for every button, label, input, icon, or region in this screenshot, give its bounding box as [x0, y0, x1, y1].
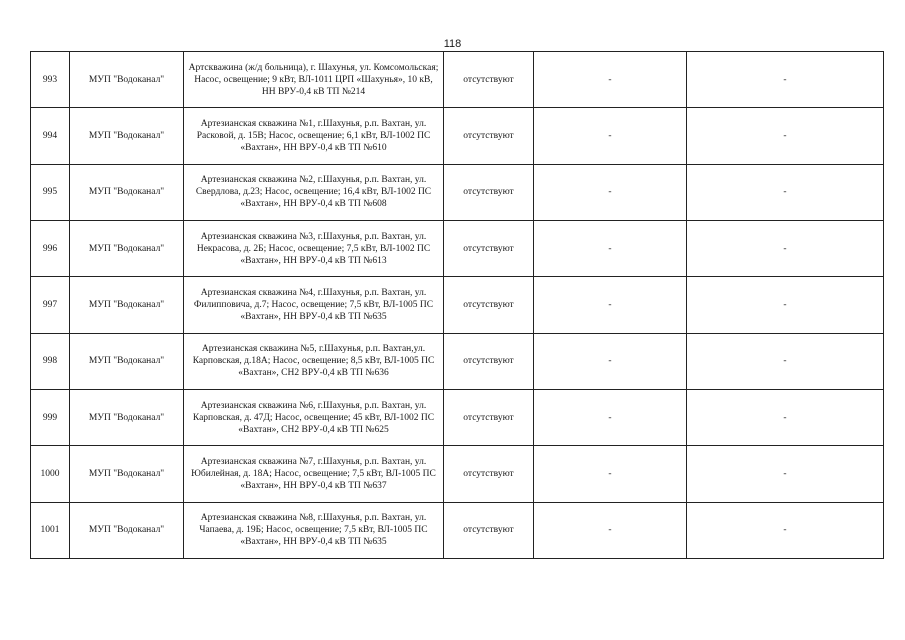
column-5-cell: - — [534, 333, 687, 389]
column-6-cell: - — [687, 164, 884, 220]
organization-cell: МУП "Водоканал" — [70, 446, 184, 502]
row-number-cell: 997 — [31, 277, 70, 333]
column-5-cell: - — [534, 108, 687, 164]
table-row — [31, 108, 884, 164]
row-number-cell: 994 — [31, 108, 70, 164]
column-5-cell: - — [534, 502, 687, 558]
column-6-cell: - — [687, 333, 884, 389]
registry-table-body — [31, 52, 884, 559]
column-5-cell: - — [534, 446, 687, 502]
column-6-cell: - — [687, 389, 884, 445]
organization-cell: МУП "Водоканал" — [70, 220, 184, 276]
registry-table — [30, 51, 884, 559]
table-row — [31, 333, 884, 389]
column-6-cell: - — [687, 52, 884, 108]
column-5-cell: - — [534, 164, 687, 220]
table-row — [31, 502, 884, 558]
column-6-cell: - — [687, 220, 884, 276]
column-5-cell: - — [534, 52, 687, 108]
status-cell: отсутствуют — [444, 502, 534, 558]
status-cell: отсутствуют — [444, 277, 534, 333]
object-description-cell: Артезианская скважина №5, г.Шахунья, р.п. Вахтан,ул. Карповская, д.18А; Насос, освещение; 8,5 кВт, ВЛ-1005 ПС «Вахтан», СН2 ВРУ-0,4 кВ ТП №636 — [184, 333, 444, 389]
row-number-cell: 995 — [31, 164, 70, 220]
status-cell: отсутствуют — [444, 446, 534, 502]
object-description-cell: Артезианская скважина №1, г.Шахунья, р.п. Вахтан, ул. Расковой, д. 15В; Насос, освещение; 6,1 кВт, ВЛ-1002 ПС «Вахтан», НН ВРУ-0,4 кВ ТП №610 — [184, 108, 444, 164]
row-number-cell: 1001 — [31, 502, 70, 558]
status-cell: отсутствуют — [444, 220, 534, 276]
status-cell: отсутствуют — [444, 108, 534, 164]
column-6-cell: - — [687, 446, 884, 502]
row-number-cell: 996 — [31, 220, 70, 276]
column-5-cell: - — [534, 220, 687, 276]
object-description-cell: Артезианская скважина №2, г.Шахунья, р.п. Вахтан, ул. Свердлова, д.23; Насос, освещение; 16,4 кВт, ВЛ-1002 ПС «Вахтан», НН ВРУ-0,4 кВ ТП №608 — [184, 164, 444, 220]
organization-cell: МУП "Водоканал" — [70, 108, 184, 164]
page-number: 118 — [443, 38, 462, 50]
column-5-cell: - — [534, 389, 687, 445]
organization-cell: МУП "Водоканал" — [70, 52, 184, 108]
organization-cell: МУП "Водоканал" — [70, 277, 184, 333]
status-cell: отсутствуют — [444, 389, 534, 445]
table-row — [31, 52, 884, 108]
object-description-cell: Артезианская скважина №3, г.Шахунья, р.п. Вахтан, ул. Некрасова, д. 2Б; Насос, освещение; 7,5 кВт, ВЛ-1002 ПС «Вахтан», НН ВРУ-0,4 кВ ТП №613 — [184, 220, 444, 276]
status-cell: отсутствуют — [444, 164, 534, 220]
table-row — [31, 220, 884, 276]
row-number-cell: 1000 — [31, 446, 70, 502]
object-description-cell: Артезианская скважина №8, г.Шахунья, р.п. Вахтан, ул. Чапаева, д. 19Б; Насос, освещение; 7,5 кВт, ВЛ-1005 ПС «Вахтан», НН ВРУ-0,4 кВ ТП №635 — [184, 502, 444, 558]
table-row — [31, 164, 884, 220]
column-6-cell: - — [687, 502, 884, 558]
table-row — [31, 389, 884, 445]
organization-cell: МУП "Водоканал" — [70, 502, 184, 558]
status-cell: отсутствуют — [444, 333, 534, 389]
column-6-cell: - — [687, 277, 884, 333]
row-number-cell: 993 — [31, 52, 70, 108]
status-cell: отсутствуют — [444, 52, 534, 108]
organization-cell: МУП "Водоканал" — [70, 389, 184, 445]
column-6-cell: - — [687, 108, 884, 164]
organization-cell: МУП "Водоканал" — [70, 164, 184, 220]
object-description-cell: Артскважина (ж/д больница), г. Шахунья, ул. Комсомольская; Насос, освещение; 9 кВт, ВЛ-1011 ЦРП «Шахунья», 10 кВ, НН ВРУ-0,4 кВ ТП №214 — [184, 52, 444, 108]
table-row — [31, 446, 884, 502]
object-description-cell: Артезианская скважина №4, г.Шахунья, р.п. Вахтан, ул. Филипповича, д.7; Насос, освещение; 7,5 кВт, ВЛ-1005 ПС «Вахтан», НН ВРУ-0,4 кВ ТП №635 — [184, 277, 444, 333]
table-row — [31, 277, 884, 333]
row-number-cell: 999 — [31, 389, 70, 445]
column-5-cell: - — [534, 277, 687, 333]
organization-cell: МУП "Водоканал" — [70, 333, 184, 389]
object-description-cell: Артезианская скважина №7, г.Шахунья, р.п. Вахтан, ул. Юбилейная, д. 18А; Насос, освещение; 7,5 кВт, ВЛ-1005 ПС «Вахтан», НН ВРУ-0,4 кВ ТП №637 — [184, 446, 444, 502]
row-number-cell: 998 — [31, 333, 70, 389]
object-description-cell: Артезианская скважина №6, г.Шахунья, р.п. Вахтан, ул. Карповская, д. 47Д; Насос, освещение; 45 кВт, ВЛ-1002 ПС «Вахтан», СН2 ВРУ-0,4 кВ ТП №625 — [184, 389, 444, 445]
